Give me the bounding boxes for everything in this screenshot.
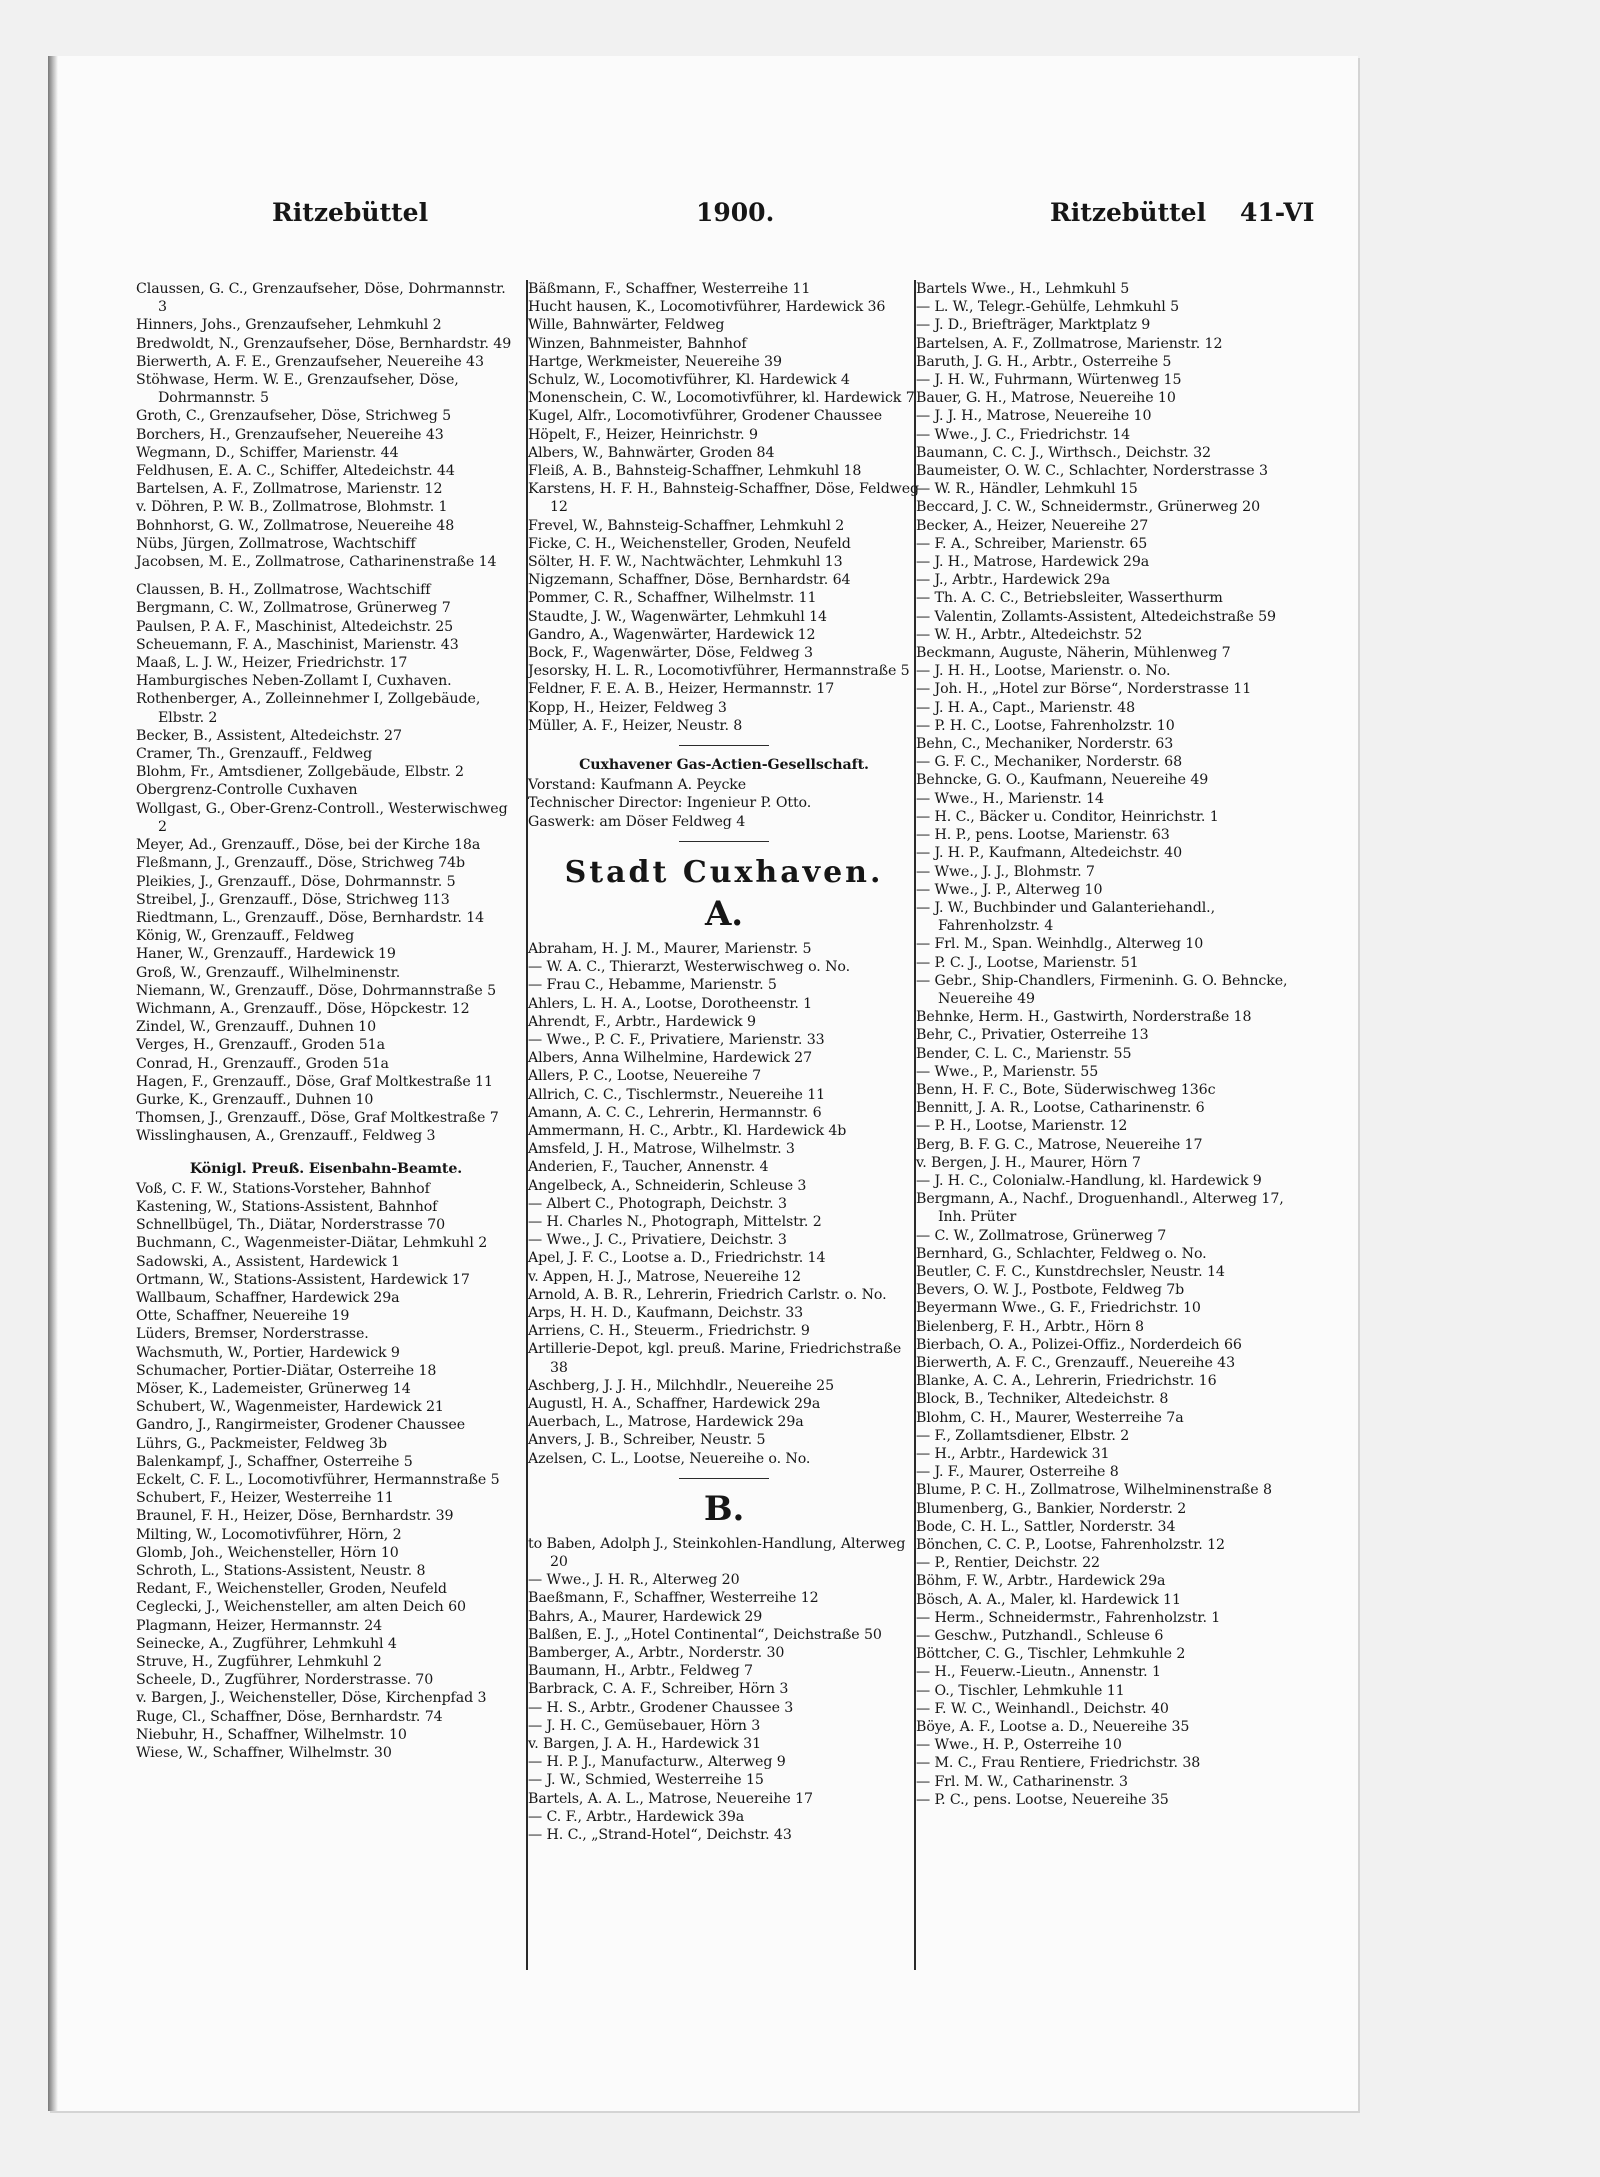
- directory-entry: Baeßmann, F., Schaffner, Westerreihe 12: [528, 1590, 819, 1607]
- directory-entry: Wiese, W., Schaffner, Wilhelmstr. 30: [136, 1745, 392, 1762]
- directory-entry: Winzen, Bahnmeister, Bahnhof: [528, 335, 747, 352]
- directory-entry: Pleikies, J., Grenzauff., Döse, Dohrmannstr. 5: [136, 873, 456, 890]
- directory-entry: Wollgast, G., Ober-Grenz-Controll., Westerwischweg 2: [136, 800, 508, 835]
- directory-entry: — F., Zollamtsdiener, Elbstr. 2: [916, 1427, 1130, 1444]
- directory-entry: — Wwe., P., Marienstr. 55: [916, 1063, 1099, 1080]
- directory-entry: Struve, H., Zugführer, Lehmkuhl 2: [136, 1654, 382, 1671]
- directory-entry: Allrich, C. C., Tischlermstr., Neuereihe 11: [528, 1086, 826, 1103]
- directory-entry: Haner, W., Grenzauff., Hardewick 19: [136, 946, 396, 963]
- directory-entry: Abraham, H. J. M., Maurer, Marienstr. 5: [528, 940, 812, 957]
- directory-list: [528, 280, 920, 735]
- directory-entry: Blume, P. C. H., Zollmatrose, Wilhelminenstraße 8: [916, 1482, 1272, 1499]
- directory-entry: — Gebr., Ship-Chandlers, Firmeninh. G. O. Behncke, Neuereihe 49: [916, 972, 1288, 1007]
- directory-entry: — H. S., Arbtr., Grodener Chaussee 3: [528, 1699, 794, 1716]
- directory-entry: — J. W., Buchbinder und Galanteriehandl., Fahrenholzstr. 4: [916, 899, 1215, 935]
- directory-entry: Bohnhorst, G. W., Zollmatrose, Neuereihe 48: [136, 517, 455, 534]
- directory-entry: — H., Feuerw.-Lieutn., Annenstr. 1: [916, 1664, 1161, 1681]
- directory-entry: Bartels Wwe., H., Lehmkuhl 5: [916, 281, 1130, 297]
- divider-rule: [679, 745, 769, 746]
- directory-entry: Böye, A. F., Lootse a. D., Neuereihe 35: [916, 1719, 1190, 1736]
- directory-entry: Balenkampf, J., Schaffner, Osterreihe 5: [136, 1453, 413, 1470]
- directory-entry: Technischer Director: Ingenieur P. Otto.: [528, 795, 812, 812]
- directory-entry: Hucht hausen, K., Locomotivführer, Hardewick 36: [528, 299, 886, 316]
- directory-entry: Lührs, G., Packmeister, Feldweg 3b: [136, 1435, 387, 1452]
- directory-entry: Nigzemann, Schaffner, Döse, Bernhardstr. 64: [528, 572, 851, 589]
- directory-entry: Anderien, F., Taucher, Annenstr. 4: [528, 1159, 769, 1176]
- directory-entry: — J. H. C., Gemüsebauer, Hörn 3: [528, 1717, 761, 1734]
- directory-entry: Schroth, L., Stations-Assistent, Neustr. 8: [136, 1563, 426, 1580]
- directory-entry: Bösch, A. A., Maler, kl. Hardewick 11: [916, 1591, 1181, 1608]
- directory-entry: — Herm., Schneidermstr., Fahrenholzstr. 1: [916, 1609, 1221, 1626]
- directory-entry: Sölter, H. F. W., Nachtwächter, Lehmkuhl 13: [528, 554, 843, 571]
- directory-entry: Hinners, Johs., Grenzaufseher, Lehmkuhl 2: [136, 317, 442, 334]
- directory-entry: Gandro, J., Rangirmeister, Grodener Chaussee: [136, 1417, 465, 1434]
- directory-list: [528, 940, 920, 1468]
- directory-entry: Auerbach, L., Matrose, Hardewick 29a: [528, 1414, 804, 1431]
- directory-entry: Ortmann, W., Stations-Assistent, Hardewick 17: [136, 1271, 470, 1288]
- directory-entry: — O., Tischler, Lehmkuhle 11: [916, 1682, 1125, 1699]
- directory-entry: Bennitt, J. A. R., Lootse, Catharinenstr. 6: [916, 1100, 1205, 1117]
- directory-entry: Wisslinghausen, A., Grenzauff., Feldweg 3: [136, 1128, 436, 1145]
- directory-entry: Groß, W., Grenzauff., Wilhelminenstr.: [136, 964, 401, 981]
- directory-entry: — P. H. C., Lootse, Fahrenholzstr. 10: [916, 717, 1175, 734]
- directory-entry: Wachsmuth, W., Portier, Hardewick 9: [136, 1344, 400, 1361]
- directory-entry: Obergrenz-Controlle Cuxhaven: [136, 782, 358, 799]
- directory-entry: Schubert, F., Heizer, Westerreihe 11: [136, 1490, 394, 1507]
- column-2: [528, 280, 920, 1844]
- directory-entry: Bauer, G. H., Matrose, Neuereihe 10: [916, 390, 1176, 407]
- directory-entry: — J. H. C., Colonialw.-Handlung, kl. Hardewick 9: [916, 1172, 1262, 1189]
- directory-entry: — Frl. M. W., Catharinenstr. 3: [916, 1773, 1128, 1790]
- directory-entry: Kugel, Alfr., Locomotivführer, Grodener Chaussee: [528, 408, 882, 425]
- directory-entry: — Wwe., J. C., Friedrichstr. 14: [916, 426, 1131, 443]
- directory-entry: Böttcher, C. G., Tischler, Lehmkuhle 2: [916, 1646, 1186, 1663]
- directory-entry: — H. C., Bäcker u. Conditor, Heinrichstr. 1: [916, 808, 1219, 825]
- divider-rule: [679, 1478, 769, 1479]
- directory-entry: Ceglecki, J., Weichensteller, am alten Deich 60: [136, 1599, 466, 1616]
- directory-entry: Ammermann, H. C., Arbtr., Kl. Hardewick 4b: [528, 1122, 847, 1139]
- directory-entry: Arps, H. H. D., Kaufmann, Deichstr. 33: [528, 1304, 804, 1321]
- directory-entry: Beyermann Wwe., G. F., Friedrichstr. 10: [916, 1300, 1201, 1317]
- directory-entry: Conrad, H., Grenzauff., Groden 51a: [136, 1055, 389, 1072]
- column-3: [916, 280, 1306, 1809]
- directory-entry: Angelbeck, A., Schneiderin, Schleuse 3: [528, 1177, 807, 1194]
- directory-entry: Eckelt, C. F. L., Locomotivführer, Hermannstraße 5: [136, 1472, 500, 1488]
- directory-entry: Fleßmann, J., Grenzauff., Döse, Strichweg 74b: [136, 855, 466, 872]
- directory-entry: Schubert, W., Wagenmeister, Hardewick 21: [136, 1399, 444, 1416]
- directory-entry: Gurke, K., Grenzauff., Duhnen 10: [136, 1091, 374, 1108]
- directory-entry: Groth, C., Grenzaufseher, Döse, Strichweg 5: [136, 408, 452, 425]
- directory-entry: — Wwe., J. J., Blohmstr. 7: [916, 863, 1095, 880]
- directory-entry: Seinecke, A., Zugführer, Lehmkuhl 4: [136, 1635, 397, 1652]
- city-title: Stadt Cuxhaven.: [564, 854, 884, 890]
- directory-entry: Block, B., Techniker, Altedeichstr. 8: [916, 1391, 1169, 1408]
- directory-entry: — Wwe., J. P., Alterweg 10: [916, 881, 1103, 898]
- directory-entry: Möser, K., Lademeister, Grünerweg 14: [136, 1380, 411, 1397]
- directory-entry: Frevel, W., Bahnsteig-Schaffner, Lehmkuhl 2: [528, 517, 845, 534]
- directory-entry: — C. F., Arbtr., Hardewick 39a: [528, 1808, 745, 1825]
- directory-entry: Kopp, H., Heizer, Feldweg 3: [528, 699, 727, 716]
- directory-entry: Lüders, Bremser, Norderstrasse.: [136, 1326, 369, 1343]
- directory-entry: Bender, C. L. C., Marienstr. 55: [916, 1045, 1132, 1062]
- directory-entry: Blanke, A. C. A., Lehrerin, Friedrichstr. 16: [916, 1373, 1217, 1390]
- directory-entry: Böhm, F. W., Arbtr., Hardewick 29a: [916, 1573, 1166, 1590]
- directory-entry: — P., Rentier, Deichstr. 22: [916, 1555, 1100, 1572]
- directory-entry: Becker, A., Heizer, Neuereihe 27: [916, 517, 1149, 534]
- directory-entry: Arriens, C. H., Steuerm., Friedrichstr. 9: [528, 1323, 810, 1340]
- directory-entry: Ficke, C. H., Weichensteller, Groden, Neufeld: [528, 535, 851, 552]
- directory-entry: — H. P. J., Manufacturw., Alterweg 9: [528, 1754, 786, 1771]
- directory-entry: Schnellbügel, Th., Diätar, Norderstrasse 70: [136, 1217, 446, 1234]
- directory-entry: Jacobsen, M. E., Zollmatrose, Catharinenstraße 14: [136, 554, 497, 571]
- directory-entry: Bielenberg, F. H., Arbtr., Hörn 8: [916, 1318, 1144, 1335]
- directory-entry: Behncke, G. O., Kaufmann, Neuereihe 49: [916, 772, 1209, 789]
- directory-entry: — Wwe., J. C., Privatiere, Deichstr. 3: [528, 1232, 787, 1249]
- directory-entry: — J. H. A., Capt., Marienstr. 48: [916, 699, 1136, 716]
- directory-entry: — Wwe., J. H. R., Alterweg 20: [528, 1572, 740, 1589]
- directory-entry: v. Appen, H. J., Matrose, Neuereihe 12: [528, 1268, 801, 1285]
- directory-entry: — Joh. H., „Hotel zur Börse“, Norderstrasse 11: [916, 681, 1252, 698]
- directory-entry: Cramer, Th., Grenzauff., Feldweg: [136, 746, 373, 763]
- directory-entry: v. Bergen, J. H., Maurer, Hörn 7: [916, 1154, 1141, 1171]
- directory-entry: Streibel, J., Grenzauff., Döse, Strichweg 113: [136, 891, 450, 908]
- directory-entry: Aschberg, J. J. H., Milchhdlr., Neuereihe 25: [528, 1377, 835, 1394]
- directory-entry: Schulz, W., Locomotivführer, Kl. Hardewick 4: [528, 372, 850, 389]
- directory-entry: Feldhusen, E. A. C., Schiffer, Altedeichstr. 44: [136, 463, 455, 480]
- directory-entry: Wichmann, A., Grenzauff., Döse, Höpckestr. 12: [136, 1000, 470, 1017]
- directory-entry: Berg, B. F. G. C., Matrose, Neuereihe 17: [916, 1136, 1203, 1153]
- directory-entry: Bierwerth, A. F. E., Grenzaufseher, Neuereihe 43: [136, 353, 484, 370]
- directory-list: [916, 280, 1306, 1809]
- letter-heading: B.: [703, 1488, 745, 1529]
- directory-entry: Karstens, H. F. H., Bahnsteig-Schaffner, Döse, Feldweg 12: [528, 481, 920, 516]
- directory-entry: Ruge, Cl., Schaffner, Döse, Bernhardstr. 74: [136, 1708, 443, 1725]
- directory-entry: — Wwe., H. P., Osterreihe 10: [916, 1737, 1122, 1754]
- directory-entry: Gandro, A., Wagenwärter, Hardewick 12: [528, 626, 816, 643]
- directory-entry: — J. F., Maurer, Osterreihe 8: [916, 1464, 1119, 1481]
- directory-entry: Sadowski, A., Assistent, Hardewick 1: [136, 1253, 400, 1270]
- directory-entry: Balßen, E. J., „Hotel Continental“, Deichstraße 50: [528, 1626, 882, 1643]
- directory-entry: Baumann, C. C. J., Wirthsch., Deichstr. 32: [916, 444, 1211, 461]
- directory-entry: — F. W. C., Weinhandl., Deichstr. 40: [916, 1700, 1169, 1717]
- directory-entry: Albers, Anna Wilhelmine, Hardewick 27: [528, 1050, 813, 1067]
- directory-entry: — P. C. J., Lootse, Marienstr. 51: [916, 954, 1139, 971]
- directory-entry: Apel, J. F. C., Lootse a. D., Friedrichstr. 14: [528, 1250, 826, 1267]
- section-title: Cuxhavener Gas-Actien-Gesellschaft.: [579, 757, 869, 774]
- directory-entry: Nübs, Jürgen, Zollmatrose, Wachtschiff: [136, 535, 416, 552]
- directory-entry: — Geschw., Putzhandl., Schleuse 6: [916, 1628, 1164, 1645]
- directory-list: [136, 1180, 516, 1763]
- directory-list: [136, 581, 516, 1145]
- directory-entry: Beckmann, Auguste, Näherin, Mühlenweg 7: [916, 645, 1231, 662]
- directory-entry: Augustl, H. A., Schaffner, Hardewick 29a: [528, 1395, 821, 1412]
- page-edge-shadow: [48, 56, 58, 2111]
- directory-entry: Fleiß, A. B., Bahnsteig-Schaffner, Lehmkuhl 18: [528, 463, 862, 480]
- directory-entry: Bartelsen, A. F., Zollmatrose, Marienstr. 12: [916, 335, 1223, 352]
- directory-entry: — J. W., Schmied, Westerreihe 15: [528, 1772, 764, 1789]
- directory-entry: Bode, C. H. L., Sattler, Norderstr. 34: [916, 1518, 1176, 1535]
- directory-entry: Amann, A. C. C., Lehrerin, Hermannstr. 6: [528, 1104, 822, 1121]
- directory-entry: Bock, F., Wagenwärter, Döse, Feldweg 3: [528, 645, 813, 662]
- directory-entry: Niemann, W., Grenzauff., Döse, Dohrmannstraße 5: [136, 982, 496, 999]
- directory-entry: — Wwe., P. C. F., Privatiere, Marienstr. 33: [528, 1031, 825, 1048]
- directory-entry: Anvers, J. B., Schreiber, Neustr. 5: [528, 1432, 766, 1449]
- directory-entry: Schumacher, Portier-Diätar, Osterreihe 18: [136, 1362, 437, 1379]
- directory-entry: Meyer, Ad., Grenzauff., Döse, bei der Kirche 18a: [136, 837, 481, 854]
- directory-entry: — H. P., pens. Lootse, Marienstr. 63: [916, 827, 1170, 844]
- directory-entry: — W. A. C., Thierarzt, Westerwischweg o. No.: [528, 959, 850, 976]
- directory-entry: — Th. A. C. C., Betriebsleiter, Wasserthurm: [916, 590, 1223, 607]
- directory-entry: — J. D., Briefträger, Marktplatz 9: [916, 317, 1151, 334]
- directory-entry: — C. W., Zollmatrose, Grünerweg 7: [916, 1227, 1167, 1244]
- directory-entry: — J. H. H., Lootse, Marienstr. o. No.: [916, 663, 1171, 680]
- directory-entry: Barbrack, C. A. F., Schreiber, Hörn 3: [528, 1681, 789, 1698]
- directory-entry: Vorstand: Kaufmann A. Peycke: [528, 777, 747, 794]
- directory-entry: Wille, Bahnwärter, Feldweg: [528, 317, 725, 334]
- directory-entry: — G. F. C., Mechaniker, Norderstr. 68: [916, 754, 1183, 771]
- directory-entry: Niebuhr, H., Schaffner, Wilhelmstr. 10: [136, 1726, 407, 1743]
- section-title: Königl. Preuß. Eisenbahn-Beamte.: [189, 1160, 463, 1177]
- directory-entry: Baumeister, O. W. C., Schlachter, Norderstrasse 3: [916, 463, 1268, 480]
- directory-entry: Bierbach, O. A., Polizei-Offiz., Norderdeich 66: [916, 1336, 1242, 1353]
- directory-entry: Wegmann, D., Schiffer, Marienstr. 44: [136, 444, 399, 461]
- directory-entry: Claussen, B. H., Zollmatrose, Wachtschiff: [136, 582, 431, 599]
- directory-entry: — Wwe., H., Marienstr. 14: [916, 790, 1104, 807]
- running-head-left: Ritzebüttel: [272, 198, 429, 227]
- directory-entry: Feldner, F. E. A. B., Heizer, Hermannstr. 17: [528, 681, 835, 698]
- directory-entry: Bamberger, A., Arbtr., Norderstr. 30: [528, 1645, 785, 1661]
- divider-rule: [679, 841, 769, 842]
- directory-entry: Redant, F., Weichensteller, Groden, Neufeld: [136, 1581, 447, 1598]
- directory-entry: v. Bargen, J. A. H., Hardewick 31: [528, 1736, 762, 1753]
- directory-entry: Bäßmann, F., Schaffner, Westerreihe 11: [528, 281, 811, 297]
- directory-entry: Zindel, W., Grenzauff., Duhnen 10: [136, 1019, 377, 1036]
- directory-entry: Amsfeld, J. H., Matrose, Wilhelmstr. 3: [528, 1141, 795, 1158]
- directory-entry: — H. C., „Strand-Hotel“, Deichstr. 43: [528, 1827, 792, 1844]
- directory-entry: — P. H., Lootse, Marienstr. 12: [916, 1118, 1128, 1135]
- directory-entry: Bahrs, A., Maurer, Hardewick 29: [528, 1608, 763, 1625]
- directory-entry: — J. J. H., Matrose, Neuereihe 10: [916, 408, 1152, 425]
- directory-entry: Azelsen, C. L., Lootse, Neuereihe o. No.: [528, 1450, 811, 1467]
- directory-entry: — F. A., Schreiber, Marienstr. 65: [916, 535, 1148, 552]
- directory-entry: Voß, C. F. W., Stations-Vorsteher, Bahnhof: [136, 1180, 430, 1197]
- directory-entry: — Valentin, Zollamts-Assistent, Altedeichstraße 59: [916, 608, 1276, 625]
- directory-entry: Staudte, J. W., Wagenwärter, Lehmkuhl 14: [528, 608, 827, 625]
- directory-entry: Behn, C., Mechaniker, Norderstr. 63: [916, 736, 1174, 753]
- directory-entry: Bartelsen, A. F., Zollmatrose, Marienstr. 12: [136, 481, 443, 498]
- page-number: 41-VI: [1240, 198, 1315, 227]
- directory-entry: Braunel, F. H., Heizer, Döse, Bernhardstr. 39: [136, 1508, 454, 1525]
- directory-entry: Becker, B., Assistent, Altedeichstr. 27: [136, 727, 402, 744]
- directory-entry: Bevers, O. W. J., Postbote, Feldweg 7b: [916, 1282, 1185, 1299]
- directory-entry: v. Döhren, P. W. B., Zollmatrose, Blohmstr. 1: [136, 499, 448, 516]
- directory-list: [136, 280, 516, 571]
- directory-entry: Thomsen, J., Grenzauff., Döse, Graf Moltkestraße 7: [136, 1110, 499, 1127]
- directory-entry: Scheele, D., Zugführer, Norderstrasse. 70: [136, 1672, 434, 1689]
- gas-company-list: [528, 776, 920, 831]
- directory-entry: — H., Arbtr., Hardewick 31: [916, 1446, 1110, 1462]
- directory-entry: — J., Arbtr., Hardewick 29a: [916, 572, 1111, 589]
- directory-entry: Bredwoldt, N., Grenzaufseher, Döse, Bernhardstr. 49: [136, 335, 512, 352]
- running-head-right: Ritzebüttel: [1050, 198, 1207, 227]
- directory-entry: Bergmann, C. W., Zollmatrose, Grünerweg 7: [136, 600, 451, 617]
- directory-entry: — M. C., Frau Rentiere, Friedrichstr. 38: [916, 1755, 1201, 1772]
- directory-entry: Behr, C., Privatier, Osterreihe 13: [916, 1027, 1149, 1044]
- directory-list: [528, 1535, 920, 1844]
- directory-entry: Maaß, L. J. W., Heizer, Friedrichstr. 17: [136, 655, 408, 672]
- directory-entry: Albers, W., Bahnwärter, Groden 84: [528, 444, 775, 461]
- directory-entry: — J. H. P., Kaufmann, Altedeichstr. 40: [916, 845, 1183, 862]
- directory-entry: Rothenberger, A., Zolleinnehmer I, Zollgebäude, Elbstr. 2: [136, 691, 481, 726]
- directory-entry: — L. W., Telegr.-Gehülfe, Lehmkuhl 5: [916, 299, 1180, 316]
- directory-entry: Beccard, J. C. W., Schneidermstr., Grünerweg 20: [916, 499, 1261, 516]
- directory-entry: Blohm, C. H., Maurer, Westerreihe 7a: [916, 1409, 1184, 1426]
- directory-entry: Artillerie-Depot, kgl. preuß. Marine, Friedrichstraße 38: [528, 1341, 902, 1376]
- directory-entry: Bartels, A. A. L., Matrose, Neuereihe 17: [528, 1790, 813, 1807]
- letter-heading: A.: [704, 893, 744, 934]
- directory-entry: Stöhwase, Herm. W. E., Grenzaufseher, Döse, Dohrmannstr. 5: [136, 372, 459, 407]
- directory-entry: Bönchen, C. C. P., Lootse, Fahrenholzstr. 12: [916, 1537, 1225, 1554]
- directory-entry: Wallbaum, Schaffner, Hardewick 29a: [136, 1289, 400, 1306]
- directory-entry: Glomb, Joh., Weichensteller, Hörn 10: [136, 1544, 399, 1561]
- directory-entry: — J. H. W., Fuhrmann, Würtenweg 15: [916, 372, 1182, 389]
- directory-entry: Paulsen, P. A. F., Maschinist, Altedeichstr. 25: [136, 618, 454, 635]
- column-1: [136, 280, 516, 1762]
- directory-entry: — W. H., Arbtr., Altedeichstr. 52: [916, 626, 1143, 643]
- directory-entry: Borchers, H., Grenzaufseher, Neuereihe 43: [136, 426, 444, 443]
- directory-entry: Kastening, W., Stations-Assistent, Bahnhof: [136, 1198, 438, 1215]
- directory-entry: — J. H., Matrose, Hardewick 29a: [916, 554, 1150, 571]
- directory-entry: Blohm, Fr., Amtsdiener, Zollgebäude, Elbstr. 2: [136, 764, 464, 781]
- directory-entry: Monenschein, C. W., Locomotivführer, kl. Hardewick 7: [528, 390, 915, 407]
- directory-entry: Milting, W., Locomotivführer, Hörn, 2: [136, 1526, 402, 1543]
- directory-entry: Pommer, C. R., Schaffner, Wilhelmstr. 11: [528, 590, 817, 607]
- directory-entry: Jesorsky, H. L. R., Locomotivführer, Hermannstraße 5: [528, 663, 910, 680]
- directory-entry: Hamburgisches Neben-Zollamt I, Cuxhaven.: [136, 673, 452, 690]
- directory-entry: Allers, P. C., Lootse, Neuereihe 7: [528, 1068, 761, 1085]
- directory-entry: Beutler, C. F. C., Kunstdrechsler, Neustr. 14: [916, 1263, 1225, 1280]
- directory-entry: Baruth, J. G. H., Arbtr., Osterreihe 5: [916, 353, 1172, 370]
- directory-entry: Bergmann, A., Nachf., Droguenhandl., Alterweg 17, Inh. Prüter: [916, 1191, 1284, 1226]
- directory-entry: Ahrendt, F., Arbtr., Hardewick 9: [528, 1013, 756, 1030]
- directory-entry: — P. C., pens. Lootse, Neuereihe 35: [916, 1791, 1169, 1808]
- directory-entry: Arnold, A. B. R., Lehrerin, Friedrich Carlstr. o. No.: [528, 1286, 887, 1303]
- directory-entry: Gaswerk: am Döser Feldweg 4: [528, 813, 746, 830]
- directory-entry: Ahlers, L. H. A., Lootse, Dorotheenstr. 1: [528, 995, 813, 1012]
- directory-entry: Bernhard, G., Schlachter, Feldweg o. No.: [916, 1245, 1207, 1262]
- directory-entry: Claussen, G. C., Grenzaufseher, Döse, Dohrmannstr. 3: [136, 281, 506, 316]
- directory-entry: Höpelt, F., Heizer, Heinrichstr. 9: [528, 426, 758, 443]
- directory-entry: Verges, H., Grenzauff., Groden 51a: [136, 1037, 385, 1054]
- directory-entry: Baumann, H., Arbtr., Feldweg 7: [528, 1663, 753, 1680]
- directory-entry: — Frl. M., Span. Weinhdlg., Alterweg 10: [916, 936, 1204, 953]
- directory-entry: König, W., Grenzauff., Feldweg: [136, 928, 355, 945]
- directory-entry: Blumenberg, G., Bankier, Norderstr. 2: [916, 1500, 1187, 1517]
- directory-entry: Hartge, Werkmeister, Neuereihe 39: [528, 353, 782, 370]
- directory-entry: — W. R., Händler, Lehmkuhl 15: [916, 481, 1138, 498]
- directory-entry: to Baben, Adolph J., Steinkohlen-Handlung, Alterweg 20: [528, 1535, 906, 1570]
- directory-entry: Behnke, Herm. H., Gastwirth, Norderstraße 18: [916, 1009, 1252, 1026]
- directory-entry: v. Bargen, J., Weichensteller, Döse, Kirchenpfad 3: [136, 1690, 487, 1707]
- directory-entry: Hagen, F., Grenzauff., Döse, Graf Moltkestraße 11: [136, 1073, 493, 1090]
- directory-entry: — H. Charles N., Photograph, Mittelstr. 2: [528, 1213, 822, 1230]
- directory-entry: — Albert C., Photograph, Deichstr. 3: [528, 1195, 787, 1212]
- directory-entry: Bierwerth, A. F. C., Grenzauff., Neuereihe 43: [916, 1354, 1236, 1371]
- directory-entry: Plagmann, Heizer, Hermannstr. 24: [136, 1617, 383, 1634]
- directory-entry: Scheuemann, F. A., Maschinist, Marienstr. 43: [136, 636, 459, 653]
- directory-entry: Buchmann, C., Wagenmeister-Diätar, Lehmkuhl 2: [136, 1235, 488, 1252]
- directory-entry: Müller, A. F., Heizer, Neustr. 8: [528, 717, 743, 734]
- directory-entry: Otte, Schaffner, Neuereihe 19: [136, 1308, 350, 1325]
- directory-entry: Riedtmann, L., Grenzauff., Döse, Bernhardstr. 14: [136, 909, 485, 926]
- directory-entry: Benn, H. F. C., Bote, Süderwischweg 136c: [916, 1081, 1216, 1098]
- running-head-year: 1900.: [696, 198, 775, 227]
- directory-entry: — Frau C., Hebamme, Marienstr. 5: [528, 977, 777, 994]
